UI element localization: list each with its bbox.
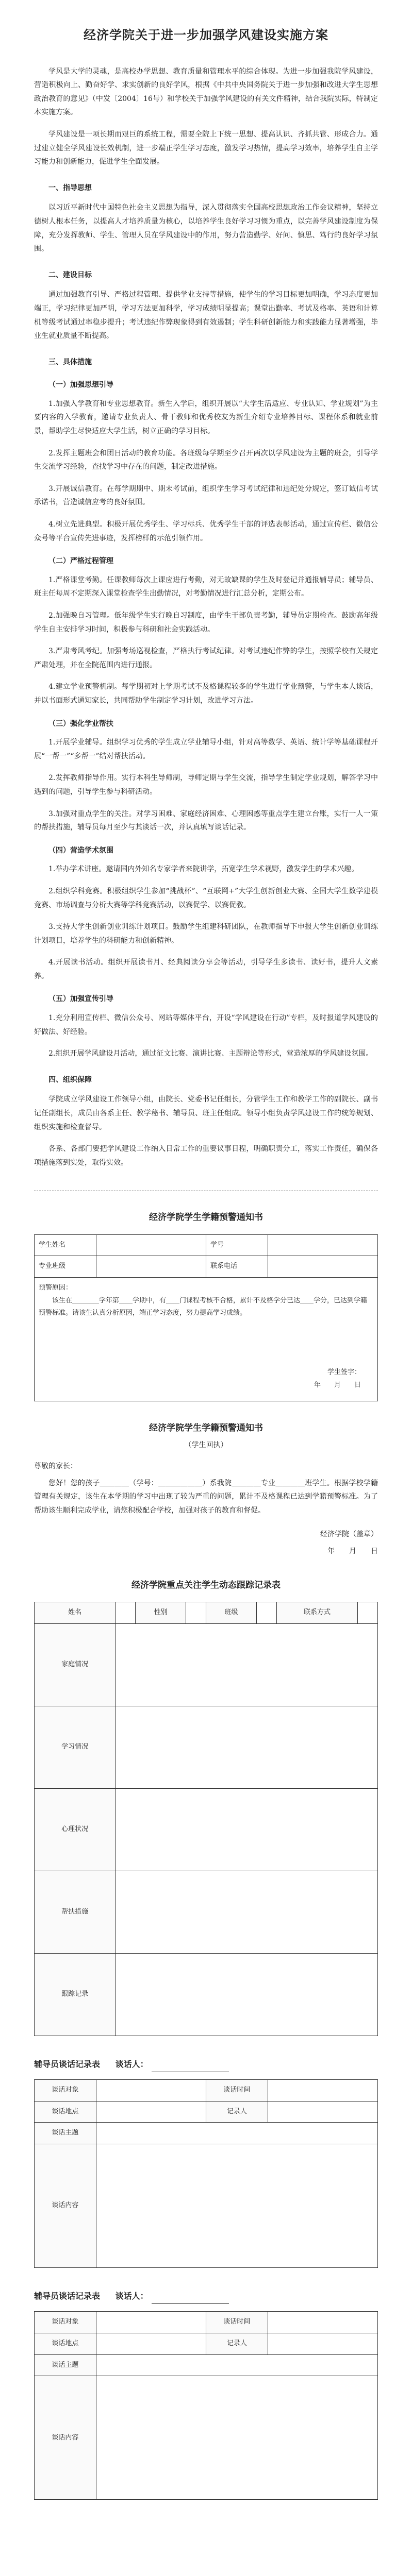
section-heading: 二、建设目标 xyxy=(48,270,92,279)
family-info-field[interactable] xyxy=(116,1623,378,1706)
name-field[interactable] xyxy=(116,1602,136,1623)
section-heading: 三、具体措施 xyxy=(48,358,92,366)
row-label: 记录人 xyxy=(206,2101,268,2123)
phone-field[interactable] xyxy=(268,1256,377,1278)
help-measures-field[interactable] xyxy=(116,1871,378,1953)
gender-field[interactable] xyxy=(186,1602,206,1623)
row-label: 帮扶措施 xyxy=(35,1871,116,1953)
table-row xyxy=(35,1871,378,1953)
tracking-notes-field[interactable] xyxy=(116,1953,378,2036)
talk-place-field[interactable] xyxy=(96,2101,206,2123)
talk-topic-field[interactable] xyxy=(96,2354,377,2376)
section-paragraph: 以习近平新时代中国特色社会主义思想为指导，深入贯彻落实全国高校思想政治工作会议精神，坚持立德树人根本任务，以提高人才培养质量为核心，以培养学生良好学习习惯为重点，以完善学风建设制度为保障，充分发挥教师、学生、管理人员在学风建设中的作用，努力营造勤学、好问、慎思、笃行的良好学习氛围。 xyxy=(34,204,378,253)
row-label: 谈话地点 xyxy=(35,2333,96,2355)
subsection-paragraph: 2.发挥教师指导作用。实行本科生导师制，导师定期与学生交流，指导学生制定学业规划，解答学习中遇到的问题，引导学生参与科研活动。 xyxy=(34,774,378,796)
talker-label: 谈话人： xyxy=(115,2291,149,2301)
row-label: 谈话主题 xyxy=(35,2123,96,2144)
table-header: 班级 xyxy=(206,1602,256,1623)
warning-notice-title: 经济学院学生学籍预警通知书 xyxy=(149,1212,263,1223)
subsection-heading: （四）营造学术氛围 xyxy=(48,846,113,855)
signature-date: 年 月 日 xyxy=(314,1381,361,1389)
talker-field[interactable] xyxy=(152,2064,229,2072)
table-row xyxy=(35,2376,378,2500)
talk-target-field[interactable] xyxy=(96,2079,206,2101)
talker-field[interactable] xyxy=(152,2296,229,2304)
tracking-record-title: 经济学院重点关注学生动态跟踪记录表 xyxy=(131,1580,281,1590)
subsection-paragraph: 1.充分利用宣传栏、微信公众号、网站等媒体平台，开设“学风建设在行动”专栏，及时报道学风建设的好做法、好经验。 xyxy=(34,1014,378,1036)
row-label: 谈话主题 xyxy=(35,2354,96,2376)
document-title: 经济学院关于进一步加强学风建设实施方案 xyxy=(84,28,328,42)
mental-info-field[interactable] xyxy=(116,1788,378,1871)
talk-time-field[interactable] xyxy=(268,2079,377,2101)
subsection-heading: （一）加强思想引导 xyxy=(48,381,113,389)
row-label: 谈话内容 xyxy=(35,2144,96,2267)
intro-paragraph: 学风是大学的灵魂，是高校办学思想、教育质量和管理水平的综合体现。为进一步加强我院学风建设，营造积极向上、勤奋好学、求实创新的良好学风，根据《中共中央国务院关于进一步加强和改进大学生思想政治教育的意见》（中发〔2004〕16号）和学校关于加强学风建设的有关文件精神，结合我院实际，特制定本实施方案。 xyxy=(34,67,378,117)
table-row xyxy=(35,1234,378,1256)
section-paragraph: 学院成立学风建设工作领导小组，由院长、党委书记任组长，分管学生工作和教学工作的副院长、副书记任副组长，成员由各系主任、教学秘书、辅导员、班主任组成。领导小组负责学风建设工作的统筹规划、组织实施和检查督导。 xyxy=(34,1095,378,1131)
table-row xyxy=(35,1788,378,1871)
row-label: 记录人 xyxy=(206,2333,268,2355)
talk-content-field[interactable] xyxy=(96,2144,377,2267)
section-heading: 四、组织保障 xyxy=(48,1075,92,1084)
row-label: 家庭情况 xyxy=(35,1623,116,1706)
table-row xyxy=(35,2079,378,2101)
intro-paragraph: 学风建设是一项长期而艰巨的系统工程，需要全院上下统一思想、提高认识、齐抓共管、形成合力。通过建立健全学风建设长效机制，进一步端正学生学习态度，激发学习热情，提高学习效率，培养学生自主学习能力和创新能力，促进学生全面发展。 xyxy=(34,130,378,166)
subsection-heading: （二）严格过程管理 xyxy=(48,557,113,566)
subsection-heading: （三）强化学业帮扶 xyxy=(48,719,113,728)
subsection-paragraph: 2.组织开展学风建设月活动，通过征文比赛、演讲比赛、主题辩论等形式，营造浓厚的学风建设氛围。 xyxy=(48,1049,373,1058)
class-field[interactable] xyxy=(257,1602,277,1623)
table-row xyxy=(35,1706,378,1788)
table-row xyxy=(35,1623,378,1706)
warning-reason-label: 预警原因： xyxy=(39,1284,73,1292)
tracking-record-table xyxy=(34,1602,378,2036)
row-label: 学习情况 xyxy=(35,1706,116,1788)
student-signature-label: 学生签字： xyxy=(327,1368,361,1377)
row-label: 谈话地点 xyxy=(35,2101,96,2123)
table-label: 学生姓名 xyxy=(35,1234,96,1256)
table-header: 性别 xyxy=(136,1602,186,1623)
talk-target-field[interactable] xyxy=(96,2312,206,2333)
row-label: 谈话对象 xyxy=(35,2312,96,2333)
parent-notice-title: 经济学院学生学籍预警通知书 xyxy=(149,1423,263,1434)
table-label: 专业班级 xyxy=(35,1256,96,1278)
subsection-paragraph: 1.举办学术讲座。邀请国内外知名专家学者来院讲学，拓宽学生学术视野，激发学生的学术兴趣。 xyxy=(48,865,359,874)
parent-salutation: 尊敬的家长： xyxy=(34,1462,77,1470)
table-row xyxy=(35,2123,378,2144)
talk-time-field[interactable] xyxy=(268,2312,377,2333)
table-row xyxy=(35,2333,378,2355)
talker-label: 谈话人： xyxy=(115,2059,149,2069)
section-divider xyxy=(34,1190,378,1191)
table-row xyxy=(35,1278,378,1401)
parent-notice-text: 您好！您的孩子＿＿＿＿（学号：＿＿＿＿＿＿）系我院＿＿＿＿专业＿＿＿＿班学生。根据学校学籍管理有关规定，该生在本学期的学习中出现了较为严重的问题，累计不及格课程已达到学籍预警标准。为了帮助该生顺利完成学业，请您积极配合学校，加强对孩子的教育和督促。 xyxy=(34,1479,378,1515)
table-row xyxy=(35,2101,378,2123)
contact-field[interactable] xyxy=(358,1602,378,1623)
issuing-org: 经济学院（盖章） xyxy=(320,1530,378,1539)
section-heading: 一、指导思想 xyxy=(48,183,92,192)
section-paragraph: 各系、各部门要把学风建设工作纳入日常工作的重要议事日程，明确职责分工，落实工作责任，确保各项措施落到实处，取得实效。 xyxy=(34,1145,378,1167)
table-row xyxy=(35,2144,378,2267)
section-paragraph: 通过加强教育引导、严格过程管理、提供学业支持等措施，使学生的学习目标更加明确，学习态度更加端正，学习纪律更加严明，学习方法更加科学，学习成绩明显提高；课堂出勤率、考试及格率、英语和计算机等级考试通过率稳步提升；考试违纪作弊现象得到有效遏制；学生科研创新能力和实践能力显著增强，毕业生就业质量不断提高。 xyxy=(34,291,378,341)
warning-notice-table xyxy=(34,1234,378,1401)
subsection-paragraph: 4.开展读书活动。组织开展读书月、经典阅读分享会等活动，引导学生多读书、读好书，提升人文素养。 xyxy=(34,958,378,980)
talk-record-title: 辅导员谈话记录表 谈话人： xyxy=(34,2057,378,2072)
subsection-paragraph: 4.树立先进典型。积极开展优秀学生、学习标兵、优秀学生干部的评选表彰活动，通过宣传栏、微信公众号等平台宣传先进事迹，发挥榜样的示范引领作用。 xyxy=(34,520,378,543)
subsection-paragraph: 4.建立学业预警机制。每学期初对上学期考试不及格课程较多的学生进行学业预警，与学生本人谈话，并以书面形式通知家长，共同帮助学生制定学习计划，改进学习方法。 xyxy=(34,683,378,705)
row-label: 谈话对象 xyxy=(35,2079,96,2101)
subsection-paragraph: 2.加强晚自习管理。低年级学生实行晚自习制度，由学生干部负责考勤，辅导员定期检查。鼓励高年级学生自主安排学习时间，积极参与科研和社会实践活动。 xyxy=(34,612,378,634)
table-row xyxy=(35,1953,378,2036)
subsection-paragraph: 1.严格课堂考勤。任课教师每次上课应进行考勤，对无故缺课的学生及时登记并通报辅导员；辅导员、班主任每周不定期深入课堂检查学生出勤情况，对考勤情况进行汇总分析，定期公布。 xyxy=(34,575,378,598)
recorder-field[interactable] xyxy=(268,2101,377,2123)
talk-place-field[interactable] xyxy=(96,2333,206,2355)
warning-reason-cell[interactable] xyxy=(35,1278,378,1401)
recorder-field[interactable] xyxy=(268,2333,377,2355)
subsection-paragraph: 3.加强对重点学生的关注。对学习困难、家庭经济困难、心理困惑等重点学生建立台账，实行一人一策的帮扶措施，辅导员每月至少与其谈话一次，并认真填写谈话记录。 xyxy=(34,809,378,832)
table-label: 联系电话 xyxy=(206,1256,268,1278)
row-label: 谈话内容 xyxy=(35,2376,96,2500)
student-name-field[interactable] xyxy=(96,1234,206,1256)
table-label: 学号 xyxy=(206,1234,268,1256)
row-label: 谈话时间 xyxy=(206,2079,268,2101)
subsection-paragraph: 3.开展诚信教育。在每学期期中、期末考试前，组织学生学习考试纪律和违纪处分规定，签订诚信考试承诺书，营造诚信应考的良好氛围。 xyxy=(34,484,378,507)
row-label: 谈话时间 xyxy=(206,2312,268,2333)
table-header: 姓名 xyxy=(35,1602,116,1623)
talk-record-table xyxy=(34,2311,378,2500)
study-info-field[interactable] xyxy=(116,1706,378,1788)
talk-topic-field[interactable] xyxy=(96,2123,377,2144)
subsection-paragraph: 3.严肃考风考纪。加强考场巡视检查，严格执行考试纪律。对考试违纪作弊的学生，按照学校有关规定严肃处理，并在全院范围内进行通报。 xyxy=(34,647,378,669)
talk-content-field[interactable] xyxy=(96,2376,377,2500)
table-row xyxy=(35,1256,378,1278)
table-header: 联系方式 xyxy=(276,1602,357,1623)
table-row xyxy=(35,2354,378,2376)
issue-date: 年 月 日 xyxy=(327,1547,378,1555)
subsection-paragraph: 2.发挥主题班会和团日活动的教育功能。各班级每学期至少召开两次以学风建设为主题的班会，引导学生交流学习经验，查找学习中存在的问题，制定改进措施。 xyxy=(34,449,378,471)
subsection-paragraph: 3.支持大学生创新创业训练计划项目。鼓励学生组建科研团队，在教师指导下申报大学生创新创业训练计划项目，培养学生的科研能力和创新精神。 xyxy=(34,923,378,945)
subsection-paragraph: 1.开展学业辅导。组织学习优秀的学生成立学业辅导小组，针对高等数学、英语、统计学等基础课程开展“一帮一”“多帮一”结对帮扶活动。 xyxy=(34,738,378,760)
row-label: 跟踪记录 xyxy=(35,1953,116,2036)
row-label: 心理状况 xyxy=(35,1788,116,1871)
subsection-heading: （五）加强宣传引导 xyxy=(48,995,113,1004)
class-field[interactable] xyxy=(96,1256,206,1278)
table-row xyxy=(35,1602,378,1623)
parent-notice-subtitle: （学生回执） xyxy=(184,1441,228,1450)
subsection-paragraph: 1.加强入学教育和专业思想教育。新生入学后，组织开展以“大学生活适应、专业认知、学业规划”为主要内容的入学教育，邀请专业负责人、骨干教师和优秀校友为新生介绍专业培养目标、课程体系和就业前景，帮助学生尽快适应大学生活，树立正确的学习目标。 xyxy=(34,399,378,436)
subsection-paragraph: 2.组织学科竞赛。积极组织学生参加“挑战杯”、“互联网+”大学生创新创业大赛、全国大学生数学建模竞赛、市场调查与分析大赛等学科竞赛活动，以赛促学、以赛促教。 xyxy=(34,887,378,909)
talk-record-table xyxy=(34,2079,378,2268)
student-id-field[interactable] xyxy=(268,1234,377,1256)
table-row xyxy=(35,2312,378,2333)
talk-record-title: 辅导员谈话记录表 谈话人： xyxy=(34,2289,378,2304)
warning-reason-text: 该生在＿＿＿＿学年第＿＿学期中，有＿＿门课程考核不合格，累计不及格学分已达＿＿学分，已达到学籍预警标准。请该生认真分析原因，端正学习态度，努力提高学习成绩。 xyxy=(39,1296,368,1317)
